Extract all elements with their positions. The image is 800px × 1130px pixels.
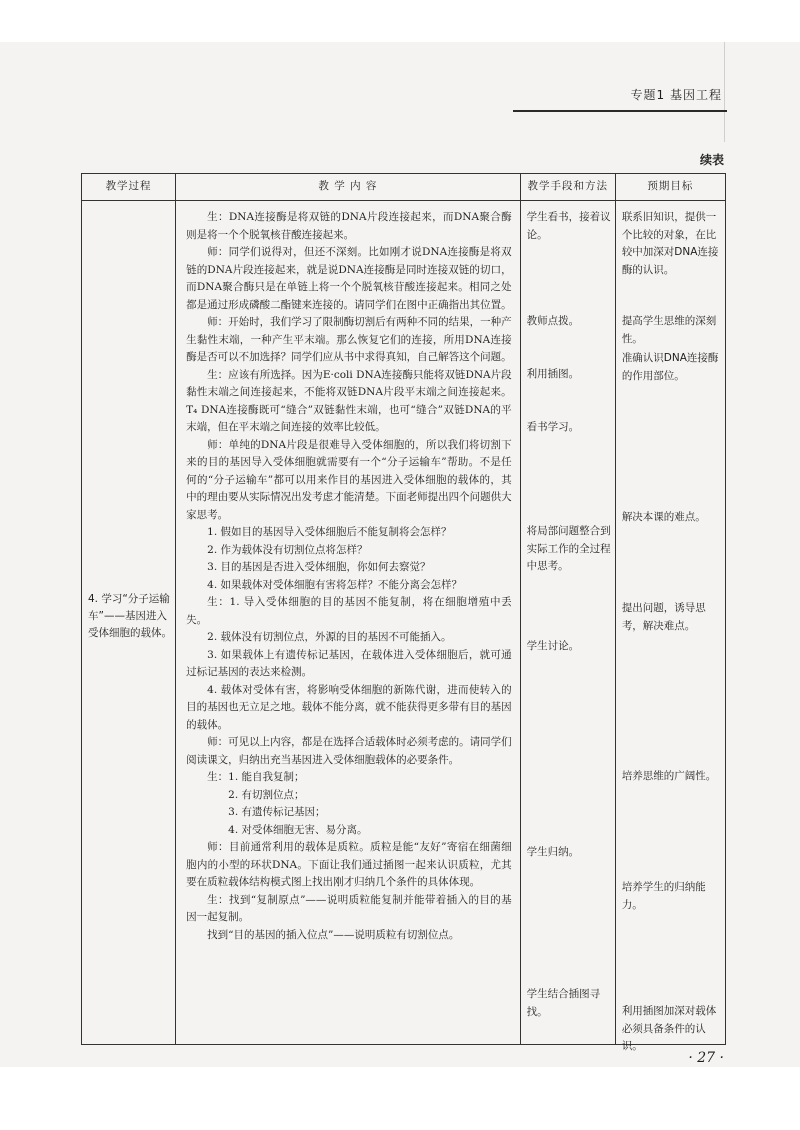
content-paragraph: 生：找到“复制原点”——说明质粒能复制并能带着插入的目的基因一起复制。 xyxy=(186,893,512,923)
page-number: · 27 · xyxy=(688,1050,724,1066)
header-vertical-rule xyxy=(724,42,725,142)
question-item: 4. 如果载体对受体细胞有害将怎样？不能分离会怎样？ xyxy=(207,578,462,591)
content-paragraph: 师：目前通常利用的载体是质粒。质粒是能“友好”寄宿在细菌细胞内的小型的环状DNA。下面让我们通过插图一起来认识质粒，尤其要在质粒载体结构模式图上找出刚才归纳几个条件的具体体现。 xyxy=(186,841,512,888)
answer-item: 3. 如果载体上有遗传标记基因，在载体进入受体细胞后，就可通过标记基因的表达来检测。 xyxy=(186,648,512,678)
method-note: 学生讨论。 xyxy=(526,640,580,652)
content-paragraph: 生：1. 导入受体细胞的目的基因不能复制，将在细胞增殖中丢失。 xyxy=(186,596,512,626)
process-cell xyxy=(82,201,176,1045)
content-paragraph: 师：同学们说得对，但还不深刻。比如刚才说DNA连接酶是将双链的DNA片段连接起来，就是说DNA连接酶是同时连接双链的切口，而DNA聚合酶只是在单链上将一个个脱氧核苷酸连接起来。相同之处都是通过形成磷酸二酯键来连接的。请同学们在图中正确指出其位置。 xyxy=(186,246,512,311)
question-item: 2. 作为载体没有切割位点将怎样？ xyxy=(207,543,368,556)
goal-note: 培养学生的归纳能力。 xyxy=(621,881,706,911)
table-header-row xyxy=(82,174,726,201)
question-item: 3. 目的基因是否进入受体细胞，你如何去察觉？ xyxy=(207,561,431,573)
goal-cell xyxy=(615,201,725,1052)
goal-note: 联系旧知识，提供一个比较的对象，在比较中加深对DNA连接酶的认识。 xyxy=(621,211,719,276)
question-item: 1. 假如目的基因导入受体细胞后不能复制将会怎样？ xyxy=(207,526,452,538)
content-paragraph: 师：开始时，我们学习了限制酶切割后有两种不同的结果，一种产生黏性末端，一种产生平末端。那么恢复它们的连接，所用DNA连接酶是否可以不加选择？同学们应从书中求得真知，自己解答这个问题。 xyxy=(186,316,512,363)
column-header-method: 教学手段和方法 xyxy=(520,174,615,201)
content-paragraph: 生：DNA连接酶是将双链的DNA片段连接起来，而DNA聚合酶则是将一个个脱氧核苷酸连接起来。 xyxy=(186,211,512,241)
running-header: 专题1 基因工程 xyxy=(630,88,722,102)
condition-item: 3. 有遗传标记基因； xyxy=(228,806,326,818)
content-paragraph: 师：可见以上内容，都是在选择合适载体时必须考虑的。请同学们阅读课文，归纳出充当基因进入受体细胞载体的必要条件。 xyxy=(186,736,512,766)
column-header-process: 教学过程 xyxy=(82,174,176,201)
method-note: 学生看书，接着议论。 xyxy=(526,211,611,241)
column-header-content: 教 学 内 容 xyxy=(176,174,521,201)
method-note: 学生归纳。 xyxy=(526,846,580,858)
method-note: 利用插图。 xyxy=(526,368,580,380)
header-rule xyxy=(513,110,727,112)
method-note: 学生结合插图寻找。 xyxy=(526,988,601,1018)
teaching-content xyxy=(176,201,520,944)
goal-note: 提出问题，诱导思考，解决难点。 xyxy=(621,602,706,632)
goal-note: 培养思维的广阔性。 xyxy=(621,770,717,782)
process-step-label: 4. 学习“分子运输车”——基因进入受体细胞的载体。 xyxy=(88,593,172,639)
answer-item: 2. 载体没有切割位点，外源的目的基因不可能插入。 xyxy=(207,631,452,643)
method-note: 将局部问题整合到实际工作的全过程中思考。 xyxy=(526,525,611,572)
lesson-plan-table xyxy=(81,173,726,1052)
content-paragraph: 生：1. 能自我复制； xyxy=(207,771,305,783)
method-note: 看书学习。 xyxy=(526,421,580,433)
continued-label: 续表 xyxy=(699,153,724,167)
condition-item: 4. 对受体细胞无害、易分离。 xyxy=(228,823,368,836)
method-note: 教师点拨。 xyxy=(526,315,580,327)
goal-note: 利用插图加深对载体必须具备条件的认识。 xyxy=(621,1005,717,1052)
answer-item: 4. 载体对受体有害，将影响受体细胞的新陈代谢，进而使转入的目的基因也无立足之地。载体不能分离，就不能获得更多带有目的基因的载体。 xyxy=(186,683,512,731)
content-paragraph: 生：应该有所选择。因为E·coli DNA连接酶只能将双链DNA片段黏性末端之间连接起来，不能将双链DNA片段平末端之间连接起来。T₄ DNA连接酶既可“缝合”双链黏性末端，也可“缝合”双链DNA的平末端，但在平末端之间连接的效率比较低。 xyxy=(186,368,512,433)
goal-note: 准确认识DNA连接酶的作用部位。 xyxy=(621,352,719,382)
table-row xyxy=(82,201,726,1045)
content-cell xyxy=(176,201,521,1045)
column-header-goal: 预期目标 xyxy=(615,174,725,201)
content-paragraph: 找到“目的基因的插入位点”——说明质粒有切割位点。 xyxy=(207,928,460,941)
goal-note: 提高学生思维的深刻性。 xyxy=(621,315,717,345)
method-cell xyxy=(520,201,615,1045)
goal-note: 解决本课的难点。 xyxy=(621,511,706,523)
condition-item: 2. 有切割位点； xyxy=(228,788,305,801)
content-paragraph: 师：单纯的DNA片段是很难导入受体细胞的，所以我们将切割下来的目的基因导入受体细胞就需要有一个“分子运输车”帮助。不是任何的“分子运输车”都可以用来作目的基因进入受体细胞的载体的，其中的理由要从实际情况出发考虑才能清楚。下面老师提出四个问题供大家思考。 xyxy=(186,438,512,521)
